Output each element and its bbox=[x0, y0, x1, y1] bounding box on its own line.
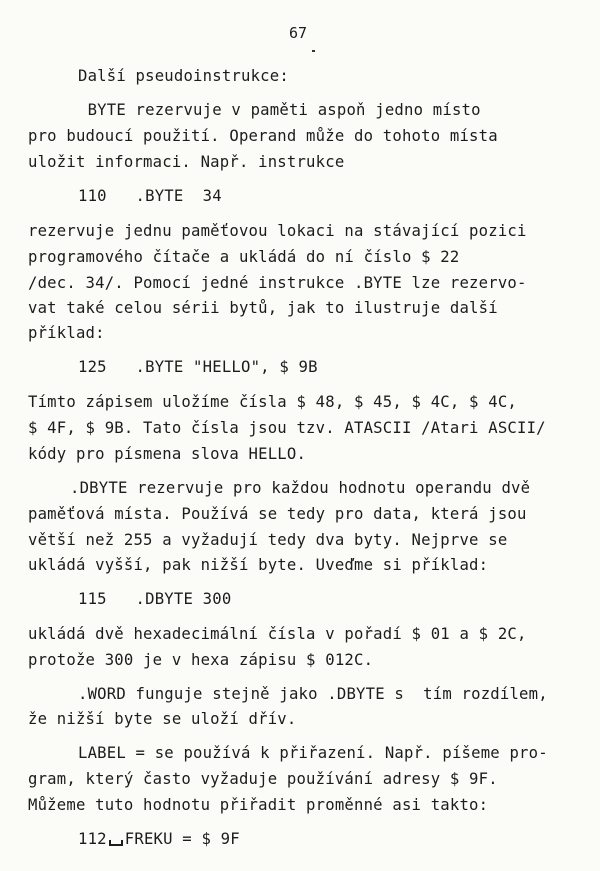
text-line: kódy pro písmena slova HELLO. bbox=[28, 445, 307, 463]
text-line: /dec. 34/. Pomocí jedné instrukce .BYTE lze rezervo- bbox=[28, 274, 527, 292]
code-text: FREKU = $ 9F bbox=[124, 830, 240, 848]
text-line: BYTE rezervuje v paměti aspoň jedno místo bbox=[78, 101, 481, 119]
text-line: LABEL = se používá k přiřazení. Např. píšeme pro- bbox=[78, 744, 548, 762]
text-line: vat také celou sérii bytů, jak to ilustruje další bbox=[28, 299, 498, 317]
text-line: programového čítače a ukládá do ní číslo $ 22 bbox=[28, 248, 460, 266]
text-line: Další pseudoinstrukce: bbox=[78, 67, 289, 85]
text-line: paměťová místa. Používá se tedy pro data, která jsou bbox=[28, 505, 527, 523]
text-line: příklad: bbox=[28, 324, 105, 342]
page-number: 67 bbox=[289, 24, 308, 42]
code-line: 125 .BYTE "HELLO", $ 9B bbox=[78, 358, 318, 376]
stray-mark bbox=[312, 50, 315, 52]
text-line: Můžeme tuto hodnotu přiřadit proměnné asi takto: bbox=[28, 796, 489, 814]
text-line: pro budoucí použití. Operand může do tohoto místa bbox=[28, 127, 498, 145]
text-line: .DBYTE rezervuje pro každou hodnotu operandu dvě bbox=[70, 479, 531, 497]
text-line: Tímto zápisem uložíme čísla $ 48, $ 45, $ 4C, $ 4C, bbox=[28, 393, 517, 411]
text-line: větší než 255 a vyžadují tedy dva byty. Nejprve se bbox=[28, 531, 508, 549]
text-line: rezervuje jednu paměťovou lokaci na stávající pozici bbox=[28, 222, 527, 240]
text-line: $ 4F, $ 9B. Tato čísla jsou tzv. ATASCII /Atari ASCII/ bbox=[28, 419, 546, 437]
code-line-last bbox=[78, 830, 240, 848]
text-line: gram, který často vyžaduje používání adresy $ 9F. bbox=[28, 770, 498, 788]
code-line: 110 .BYTE 34 bbox=[78, 187, 222, 205]
text-line: .WORD funguje stejně jako .DBYTE s tím rozdílem, bbox=[78, 685, 548, 703]
text-line: ukládá vyšší, pak nižší byte. Uveďme si příklad: bbox=[28, 556, 489, 574]
text-line: ukládá dvě hexadecimální čísla v pořadí $ 01 a $ 2C, bbox=[28, 625, 527, 643]
code-line: 115 .DBYTE 300 bbox=[78, 590, 232, 608]
text-line: že nižší byte se uloží dřív. bbox=[28, 710, 297, 728]
space-mark-icon bbox=[109, 840, 123, 846]
line-number: 112 bbox=[78, 830, 107, 848]
text-line: protože 300 je v hexa zápisu $ 012C. bbox=[28, 651, 374, 669]
text-line: uložit informaci. Např. instrukce bbox=[28, 153, 345, 171]
